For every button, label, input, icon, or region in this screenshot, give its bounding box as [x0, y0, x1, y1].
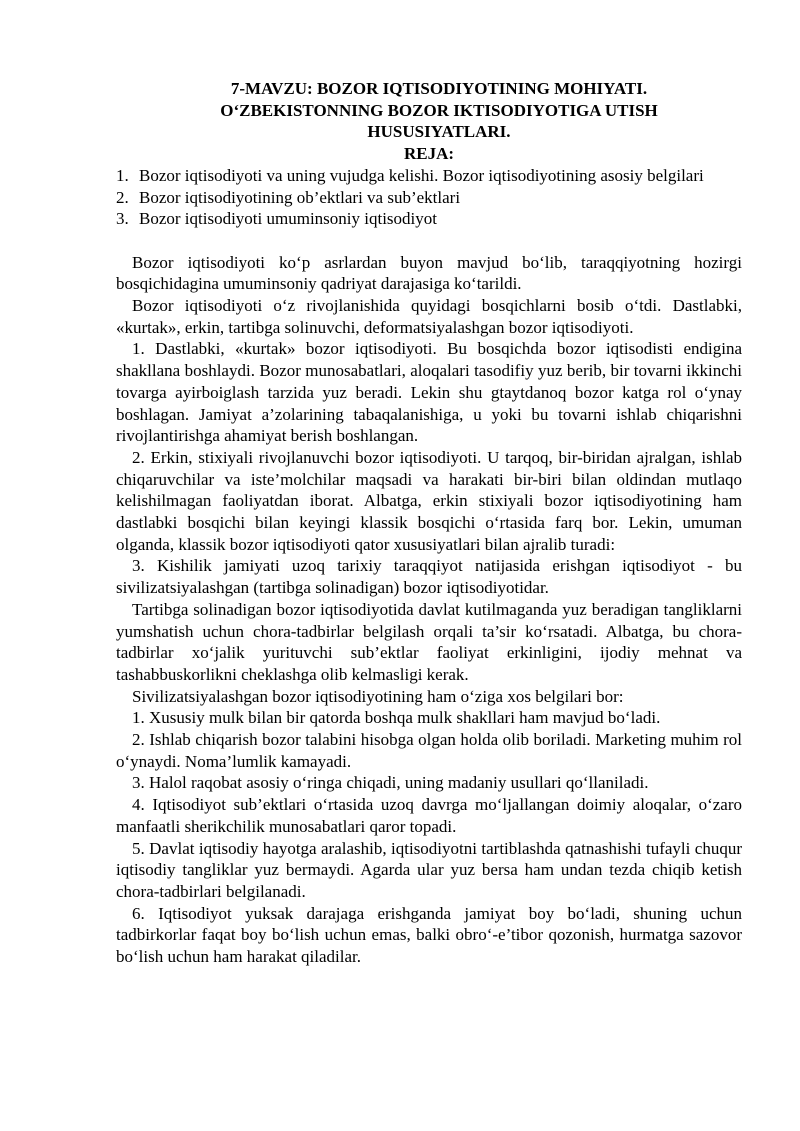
paragraph: 3. Halol raqobat asosiy o‘ringa chiqadi, uning madaniy usullari qo‘llaniladi.: [132, 773, 649, 793]
plan-item-text: Bozor iqtisodiyoti umuminsoniy iqtisodiyot: [139, 209, 437, 229]
title-line: HUSUSIYATLARI.: [367, 122, 511, 142]
paragraph: 1. Dastlabki, «kurtak» bozor iqtisodiyoti. Bu bosqichda bozor iqtisodisti endigina shakllana boshlaydi. Bozor munosabatlari, aloqalari tasodifiy yuz berib, bir tovarni ikkinchi tovarga ayirboiglash tarzida yuz beradi. Lekin shu gtaytdanoq bozor katga rol o‘ynay boshlagan. Jamiyat a’zolarining tabaqalanishiga, u yoki bu tovarni ishlab chiqarishni rivojlantirishga ahamiyat berish boshlangan.: [116, 339, 742, 446]
plan-item: [116, 165, 742, 187]
document-page: [116, 78, 742, 968]
plan-heading: REJA:: [403, 144, 455, 164]
plan-item-number: 3.: [116, 209, 129, 229]
plan-item: [116, 187, 742, 209]
title-line: O‘ZBEKISTONNING BOZOR IKTISODIYOTIGA UTISH: [220, 100, 658, 120]
body-text: [116, 252, 742, 968]
title-line: 7-MAVZU: BOZOR IQTISODIYOTINING MOHIYATI.: [230, 79, 648, 98]
paragraph: Tartibga solinadigan bozor iqtisodiyotida davlat kutilmaganda yuz beradigan tangliklarni yumshatish uchun chora-tadbirlar belgilash orqali ta’sir ko‘rsatadi. Albatga, bu chora-tadbirlar xo‘jalik yurituvchi sub’ektlar faoliyat erkinligini, ijodiy mehnat va tashabbuskorlikni cheklashga olib kelmasligi kerak.: [116, 599, 742, 684]
plan-item-text: Bozor iqtisodiyoti va uning vujudga kelishi. Bozor iqtisodiyotining asosiy belgilari: [139, 165, 704, 185]
paragraph: 6. Iqtisodiyot yuksak darajaga erishganda jamiyat boy bo‘ladi, shuning uchun tadbirkorlar faqat boy bo‘lish uchun emas, balki obro‘-e’tibor qozonish, hurmatga sazovor bo‘lish uchun ham harakat qiladilar.: [116, 903, 742, 967]
paragraph: 1. Xususiy mulk bilan bir qatorda boshqa mulk shakllari ham mavjud bo‘ladi.: [132, 708, 661, 728]
plan-item: [116, 208, 742, 230]
document-title: [116, 78, 742, 143]
plan-item-text: Bozor iqtisodiyotining ob’ektlari va sub’ektlari: [139, 187, 461, 207]
plan-item-number: 2.: [116, 187, 129, 207]
paragraph: 3. Kishilik jamiyati uzoq tarixiy taraqqiyot natijasida erishgan iqtisodiyot - bu sivilizatsiyalashgan (tartibga solinadigan) bozor iqtisodiyotidar.: [116, 556, 742, 598]
paragraph: 5. Davlat iqtisodiy hayotga aralashib, iqtisodiyotni tartiblashda qatnashishi tufayli chuqur iqtisodiy tangliklar yuz bermaydi. Agarda ular yuz bersa ham undan tezda chiqib ketish chora-tadbirlari belgilanadi.: [116, 838, 742, 901]
paragraph: Sivilizatsiyalashgan bozor iqtisodiyotining ham o‘ziga xos belgilari bor:: [132, 686, 624, 706]
plan-list: [116, 165, 742, 230]
paragraph: Bozor iqtisodiyoti ko‘p asrlardan buyon mavjud bo‘lib, taraqqiyotning hozirgi bosqichidagina umuminsoniy qadriyat darajasiga ko‘tarildi.: [116, 252, 742, 294]
paragraph: Bozor iqtisodiyoti o‘z rivojlanishida quyidagi bosqichlarni bosib o‘tdi. Dastlabki, «kurtak», erkin, tartibga solinuvchi, deformatsiyalashgan bozor iqtisodiyoti.: [116, 296, 742, 337]
paragraph: 4. Iqtisodiyot sub’ektlari o‘rtasida uzoq davrga mo‘ljallangan doimiy aloqalar, o‘zaro manfaatli sherikchilik munosabatlari qaror topadi.: [116, 795, 742, 836]
blank-line: [116, 230, 742, 252]
paragraph: 2. Erkin, stixiyali rivojlanuvchi bozor iqtisodiyoti. U tarqoq, bir-biridan ajralgan, ishlab chiqaruvchilar va iste’molchilar maqsadi va harakati bir-biri bilan oldindan mutlaqo kelishilmagan faoliyatdan iborat. Albatga, erkin stixiyali bozor iqtisodiyotining ham dastlabki bosqichi bilan keyingi klassik bosqichi o‘rtasida farq bor. Lekin, umuman olganda, klassik bozor iqtisodiyoti qator xususiyatlari bilan ajralib turadi:: [116, 447, 742, 554]
paragraph: 2. Ishlab chiqarish bozor talabini hisobga olgan holda olib boriladi. Marketing muhim rol o‘ynaydi. Noma’lumlik kamayadi.: [116, 730, 742, 771]
plan-item-number: 1.: [116, 165, 129, 185]
